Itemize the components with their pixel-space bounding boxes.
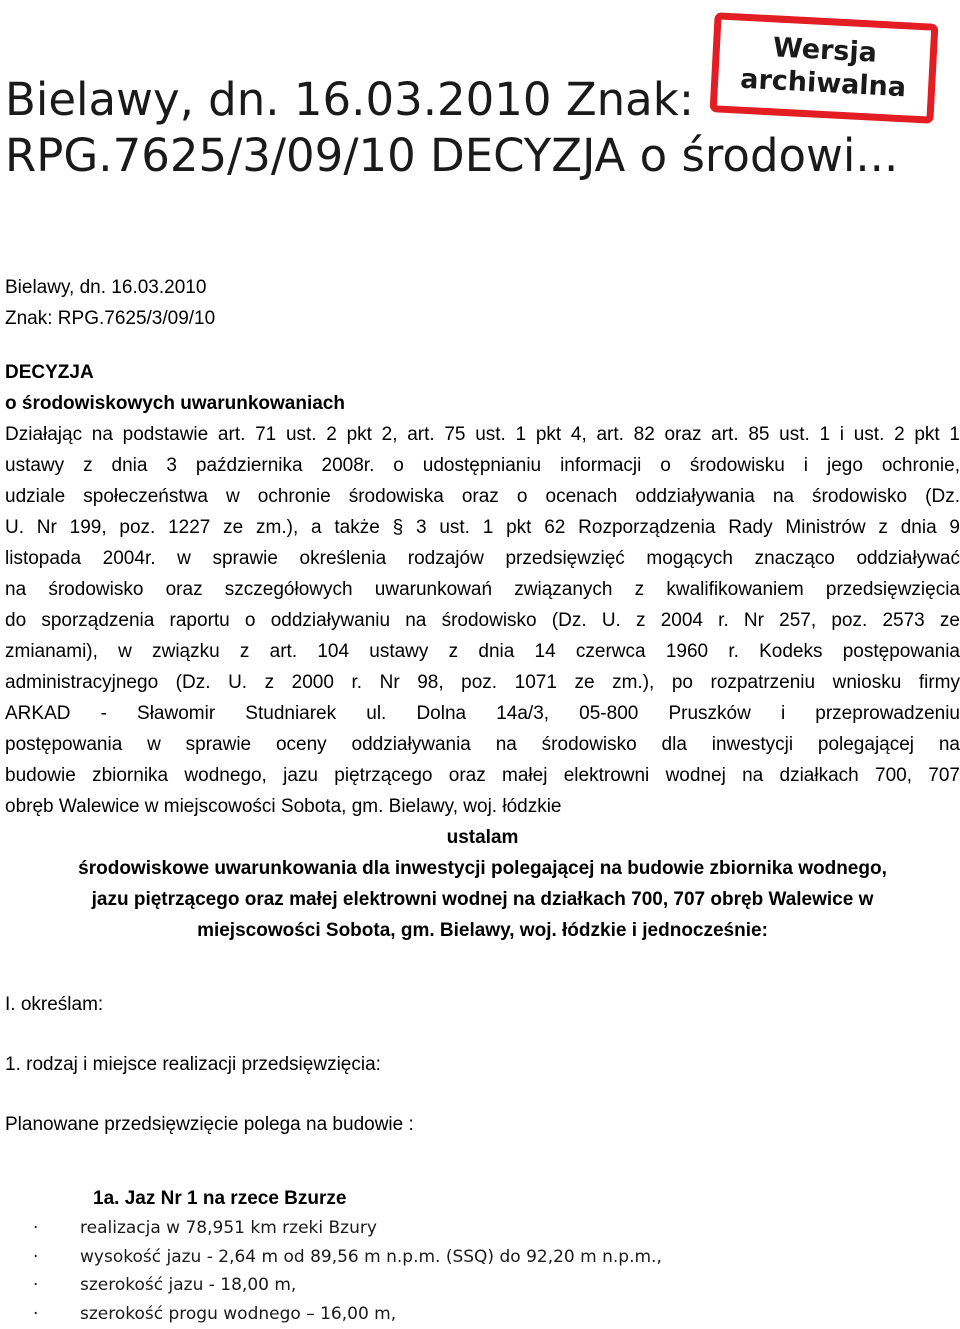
- ruling-line: jazu piętrzącego oraz małej elektrowni wodnej na działkach 700, 707 obręb Walewice w: [91, 889, 874, 910]
- section-heading: I. określam:: [5, 994, 104, 1015]
- archive-stamp: [710, 12, 939, 124]
- page-title: Bielawy, dn. 16.03.2010 Znak: RPG.7625/3/09/10 DECYZJA o środowi...: [5, 73, 899, 182]
- body-line: Działając na podstawie art. 71 ust. 2 pkt 2, art. 75 ust. 1 pkt 4, art. 82 oraz art. 85 ust. 1 i ust. 2 pkt 1: [5, 424, 960, 445]
- body-line: ARKAD - Sławomir Studniarek ul. Dolna 14a/3, 05-800 Pruszków i przeprowadzeniu: [5, 703, 960, 724]
- item-heading: 1. rodzaj i miejsce realizacji przedsięwzięcia:: [5, 1054, 381, 1075]
- body-line: administracyjnego (Dz. U. z 2000 r. Nr 98, poz. 1071 ze zm.), po rozpatrzeniu wniosku firmy: [5, 672, 960, 693]
- parameter-list: [5, 1214, 662, 1328]
- bullet-icon: ·: [33, 1303, 39, 1324]
- body-line: zmianami), w związku z art. 104 ustawy z dnia 14 czerwca 1960 r. Kodeks postępowania: [5, 641, 960, 662]
- list-item-text: wysokość jazu - 2,64 m od 89,56 m n.p.m. (SSQ) do 92,20 m n.p.m.,: [80, 1246, 662, 1267]
- list-item: [5, 1243, 662, 1272]
- ruling-heading: ustalam: [446, 827, 519, 848]
- list-item: [5, 1214, 662, 1243]
- body-line: budowie zbiornika wodnego, jazu piętrzącego oraz małej elektrowni wodnej na działkach 700, 707: [5, 765, 960, 786]
- decision-subject: o środowiskowych uwarunkowaniach: [5, 393, 345, 414]
- document-date: Bielawy, dn. 16.03.2010: [5, 277, 207, 298]
- list-item-text: szerokość progu wodnego – 16,00 m,: [80, 1303, 397, 1324]
- body-line: udziale społeczeństwa w ochronie środowiska oraz o ocenach oddziaływania na środowisko (Dz.: [5, 486, 960, 507]
- body-line: listopada 2004r. w sprawie określenia rodzajów przedsięwzięć mogących znacząco oddziaływać: [5, 548, 960, 569]
- list-item: [5, 1271, 662, 1300]
- body-line: na środowisko oraz szczegółowych uwarunkowań związanych z kwalifikowaniem przedsięwzięcia: [5, 579, 960, 600]
- subsection-heading: 1a. Jaz Nr 1 na rzece Bzurze: [93, 1188, 347, 1209]
- body-line: U. Nr 199, poz. 1227 ze zm.), a także § 3 ust. 1 pkt 62 Rozporządzenia Rady Ministrów z dnia 9: [5, 517, 960, 538]
- ruling-line: miejscowości Sobota, gm. Bielawy, woj. łódzkie i jednocześnie:: [197, 920, 768, 941]
- body-line: ustawy z dnia 3 października 2008r. o udostępnianiu informacji o środowisku i jego ochronie,: [5, 455, 960, 476]
- bullet-icon: ·: [33, 1246, 39, 1267]
- stamp-line-1: Wersja: [772, 32, 878, 69]
- bullet-icon: ·: [33, 1218, 39, 1238]
- document-body: [5, 272, 960, 946]
- body-line: do sporządzenia raportu o oddziaływaniu na środowisko (Dz. U. z 2004 r. Nr 257, poz. 2573 ze: [5, 610, 960, 631]
- document-sign: Znak: RPG.7625/3/09/10: [5, 308, 216, 329]
- body-line: postępowania w sprawie oceny oddziaływania na środowisko dla inwestycji polegającej na: [5, 734, 960, 755]
- bullet-icon: ·: [33, 1275, 39, 1295]
- decision-heading: DECYZJA: [5, 362, 94, 383]
- list-item: [5, 1300, 662, 1329]
- stamp-line-2: archiwalna: [739, 63, 907, 104]
- list-item-text: szerokość jazu - 18,00 m,: [80, 1275, 297, 1295]
- ruling-line: środowiskowe uwarunkowania dla inwestycji polegającej na budowie zbiornika wodnego,: [78, 858, 887, 879]
- list-item-text: realizacja w 78,951 km rzeki Bzury: [80, 1218, 377, 1238]
- planned-description: Planowane przedsięwzięcie polega na budowie :: [5, 1114, 414, 1135]
- body-line: obręb Walewice w miejscowości Sobota, gm. Bielawy, woj. łódzkie: [5, 796, 562, 817]
